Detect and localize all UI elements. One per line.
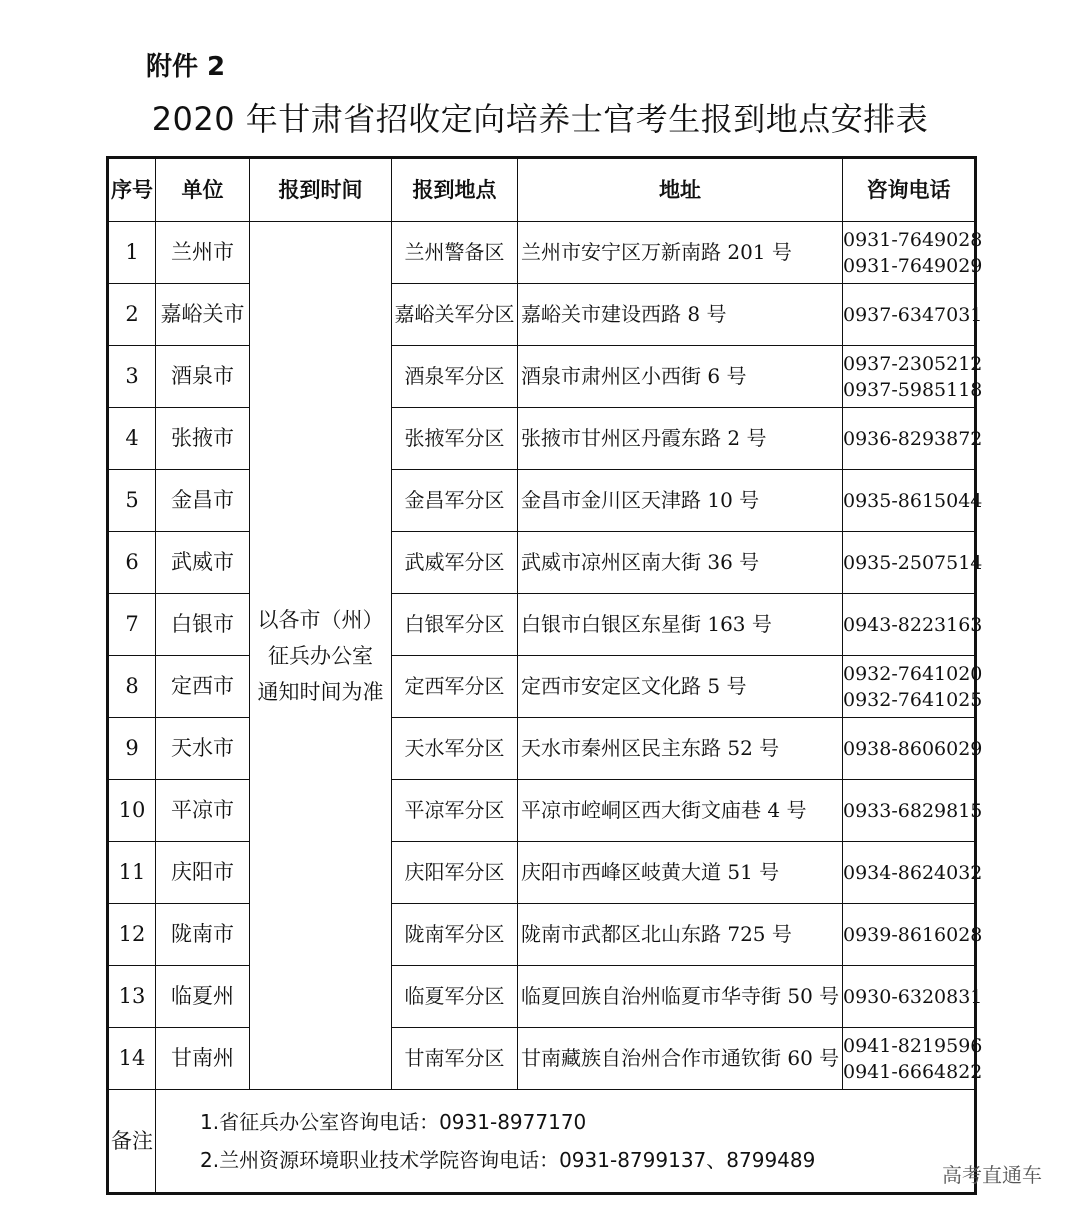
row-address: 庆阳市西峰区岐黄大道 51 号 bbox=[518, 842, 843, 904]
row-unit: 酒泉市 bbox=[156, 346, 250, 408]
remarks-label: 备注 bbox=[108, 1090, 156, 1194]
row-address: 张掖市甘州区丹霞东路 2 号 bbox=[518, 408, 843, 470]
phone-number: 0937-5985118 bbox=[843, 378, 983, 401]
row-number: 12 bbox=[108, 904, 156, 966]
table-row bbox=[108, 532, 976, 594]
row-location: 武威军分区 bbox=[392, 532, 518, 594]
row-unit: 陇南市 bbox=[156, 904, 250, 966]
row-number: 7 bbox=[108, 594, 156, 656]
phone-number: 0935-8615044 bbox=[843, 489, 983, 512]
column-header-location: 报到地点 bbox=[392, 158, 518, 222]
row-address: 武威市凉州区南大街 36 号 bbox=[518, 532, 843, 594]
row-unit: 白银市 bbox=[156, 594, 250, 656]
row-phone bbox=[843, 780, 983, 842]
row-unit: 甘南州 bbox=[156, 1028, 250, 1090]
watermark: 高考直通车 bbox=[942, 1163, 1042, 1187]
phone-number: 0932-7641020 bbox=[843, 662, 983, 685]
row-phone bbox=[843, 470, 983, 532]
row-unit: 嘉峪关市 bbox=[156, 284, 250, 346]
row-number: 14 bbox=[108, 1028, 156, 1090]
report-time-line: 通知时间为准 bbox=[257, 679, 384, 704]
row-location: 平凉军分区 bbox=[392, 780, 518, 842]
row-unit: 庆阳市 bbox=[156, 842, 250, 904]
row-phone bbox=[843, 966, 983, 1028]
row-address: 嘉峪关市建设西路 8 号 bbox=[518, 284, 843, 346]
phone-number: 0939-8616028 bbox=[843, 923, 983, 946]
row-location: 张掖军分区 bbox=[392, 408, 518, 470]
phone-number: 0930-6320831 bbox=[843, 985, 983, 1008]
row-address: 定西市安定区文化路 5 号 bbox=[518, 656, 843, 718]
row-phone bbox=[843, 718, 983, 780]
row-number: 10 bbox=[108, 780, 156, 842]
column-header-time: 报到时间 bbox=[250, 158, 392, 222]
row-number: 3 bbox=[108, 346, 156, 408]
row-address: 酒泉市肃州区小西街 6 号 bbox=[518, 346, 843, 408]
row-number: 2 bbox=[108, 284, 156, 346]
row-address: 兰州市安宁区万新南路 201 号 bbox=[518, 222, 843, 284]
row-phone bbox=[843, 904, 983, 966]
remarks-content bbox=[156, 1090, 976, 1194]
phone-number: 0938-8606029 bbox=[843, 737, 983, 760]
row-phone bbox=[843, 1028, 983, 1090]
row-unit: 兰州市 bbox=[156, 222, 250, 284]
table-row bbox=[108, 470, 976, 532]
row-phone bbox=[843, 284, 983, 346]
row-number: 6 bbox=[108, 532, 156, 594]
table-row bbox=[108, 842, 976, 904]
phone-number: 0934-8624032 bbox=[843, 861, 983, 884]
column-header-no: 序号 bbox=[108, 158, 156, 222]
registration-table bbox=[106, 156, 983, 1195]
remark-line-1: 1.省征兵办公室咨询电话：0931-8977170 bbox=[200, 1110, 587, 1134]
row-location: 天水军分区 bbox=[392, 718, 518, 780]
table-row bbox=[108, 780, 976, 842]
report-time-cell bbox=[250, 222, 392, 1090]
table-row bbox=[108, 966, 976, 1028]
row-unit: 金昌市 bbox=[156, 470, 250, 532]
row-number: 11 bbox=[108, 842, 156, 904]
phone-number: 0941-8219596 bbox=[843, 1034, 983, 1057]
remark-line-2: 2.兰州资源环境职业技术学院咨询电话：0931-8799137、8799489 bbox=[200, 1148, 816, 1172]
phone-number: 0943-8223163 bbox=[843, 613, 983, 636]
row-address: 甘南藏族自治州合作市通钦街 60 号 bbox=[518, 1028, 843, 1090]
row-phone bbox=[843, 656, 983, 718]
row-unit: 张掖市 bbox=[156, 408, 250, 470]
phone-number: 0932-7641025 bbox=[843, 688, 983, 711]
report-time-line: 征兵办公室 bbox=[268, 643, 373, 668]
phone-number: 0935-2507514 bbox=[843, 551, 983, 574]
table-row bbox=[108, 222, 976, 284]
page-title: 2020 年甘肃省招收定向培养士官考生报到地点安排表 bbox=[151, 100, 929, 138]
row-location: 白银军分区 bbox=[392, 594, 518, 656]
table-row bbox=[108, 346, 976, 408]
row-unit: 武威市 bbox=[156, 532, 250, 594]
row-number: 4 bbox=[108, 408, 156, 470]
row-number: 13 bbox=[108, 966, 156, 1028]
attachment-label: 附件 2 bbox=[146, 52, 226, 82]
row-address: 白银市白银区东星街 163 号 bbox=[518, 594, 843, 656]
row-location: 定西军分区 bbox=[392, 656, 518, 718]
row-location: 陇南军分区 bbox=[392, 904, 518, 966]
row-number: 8 bbox=[108, 656, 156, 718]
row-unit: 天水市 bbox=[156, 718, 250, 780]
row-location: 甘南军分区 bbox=[392, 1028, 518, 1090]
row-phone bbox=[843, 842, 983, 904]
row-unit: 临夏州 bbox=[156, 966, 250, 1028]
column-header-phone: 咨询电话 bbox=[843, 158, 976, 222]
phone-number: 0933-6829815 bbox=[843, 799, 983, 822]
remarks-row bbox=[108, 1090, 976, 1194]
phone-number: 0937-6347031 bbox=[843, 303, 983, 326]
row-address: 临夏回族自治州临夏市华寺街 50 号 bbox=[518, 966, 843, 1028]
report-time-line: 以各市（州） bbox=[257, 607, 384, 632]
row-phone bbox=[843, 532, 983, 594]
row-address: 天水市秦州区民主东路 52 号 bbox=[518, 718, 843, 780]
row-address: 金昌市金川区天津路 10 号 bbox=[518, 470, 843, 532]
phone-number: 0936-8293872 bbox=[843, 427, 983, 450]
table-row bbox=[108, 904, 976, 966]
table-row bbox=[108, 284, 976, 346]
row-phone bbox=[843, 408, 983, 470]
row-location: 兰州警备区 bbox=[392, 222, 518, 284]
phone-number: 0937-2305212 bbox=[843, 352, 983, 375]
row-phone bbox=[843, 346, 983, 408]
table-header-row bbox=[108, 158, 976, 222]
row-phone bbox=[843, 222, 983, 284]
phone-number: 0941-6664822 bbox=[843, 1060, 983, 1083]
row-location: 嘉峪关军分区 bbox=[392, 284, 518, 346]
row-unit: 平凉市 bbox=[156, 780, 250, 842]
phone-number: 0931-7649028 bbox=[843, 228, 983, 251]
row-location: 酒泉军分区 bbox=[392, 346, 518, 408]
row-address: 平凉市崆峒区西大街文庙巷 4 号 bbox=[518, 780, 843, 842]
table-row bbox=[108, 408, 976, 470]
row-number: 1 bbox=[108, 222, 156, 284]
column-header-address: 地址 bbox=[518, 158, 843, 222]
row-phone bbox=[843, 594, 983, 656]
row-number: 5 bbox=[108, 470, 156, 532]
row-location: 庆阳军分区 bbox=[392, 842, 518, 904]
row-location: 临夏军分区 bbox=[392, 966, 518, 1028]
table-row bbox=[108, 656, 976, 718]
phone-number: 0931-7649029 bbox=[843, 254, 983, 277]
row-address: 陇南市武都区北山东路 725 号 bbox=[518, 904, 843, 966]
row-number: 9 bbox=[108, 718, 156, 780]
row-location: 金昌军分区 bbox=[392, 470, 518, 532]
table-row bbox=[108, 594, 976, 656]
column-header-unit: 单位 bbox=[156, 158, 250, 222]
table-row bbox=[108, 718, 976, 780]
row-unit: 定西市 bbox=[156, 656, 250, 718]
table-row bbox=[108, 1028, 976, 1090]
